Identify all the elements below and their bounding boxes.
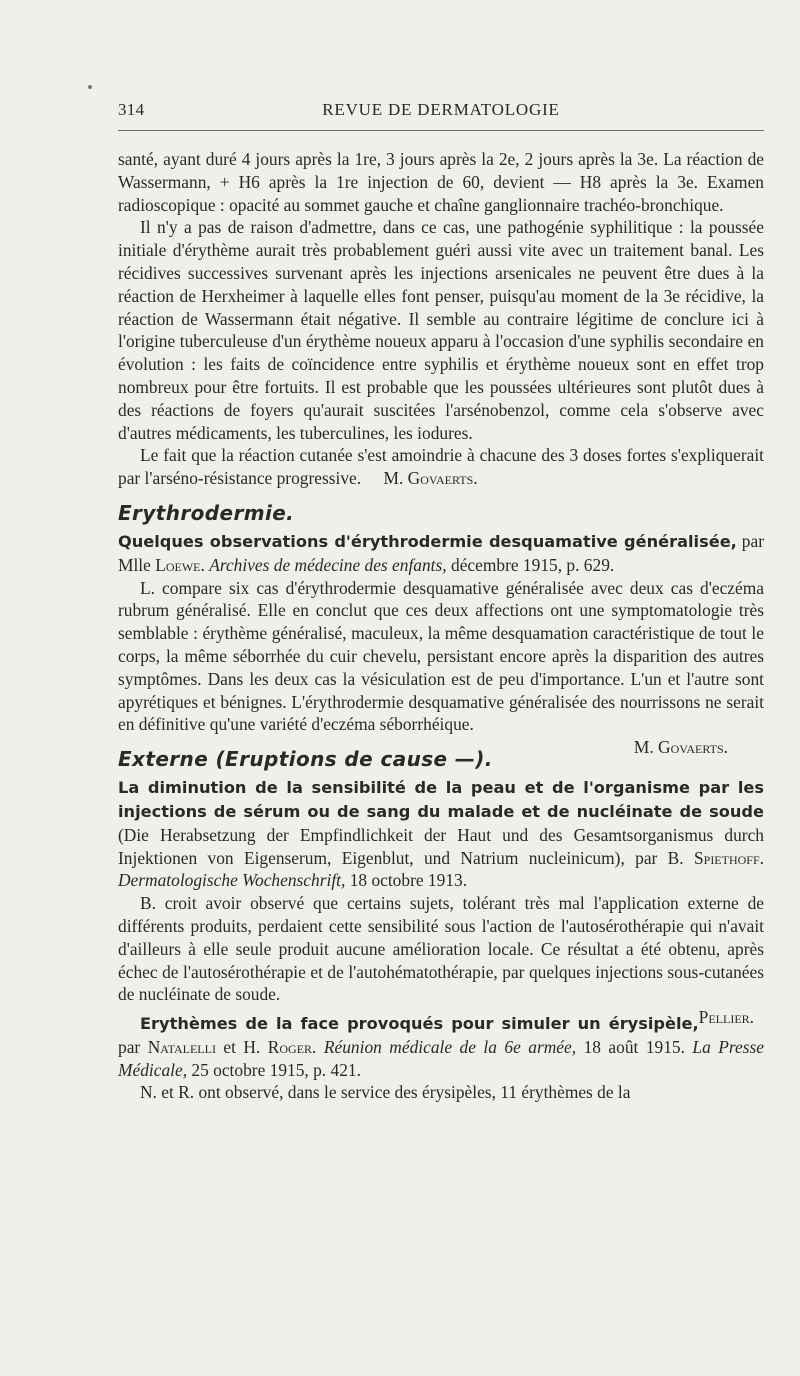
paragraph-text: Le fait que la réaction cutanée s'est amoindrie à chacune des 3 doses fortes s'expliquerait par l'arséno-résistance progressive.: [118, 445, 764, 489]
paragraph: N. et R. ont observé, dans le service des érysipèles, 11 érythèmes de la: [140, 1082, 631, 1103]
signature: M. Govaerts.: [633, 737, 728, 758]
article-reference: [118, 776, 764, 892]
article-reference: [118, 530, 764, 577]
journal-name: Réunion médicale de la 6e armée,: [323, 1036, 577, 1057]
article-author: Natalelli: [147, 1036, 216, 1057]
article-title: Quelques observations d'érythrodermie desquamative généralisée,: [118, 531, 737, 551]
running-title: REVUE DE DERMATOLOGIE: [322, 100, 560, 119]
header-rule: [118, 130, 764, 131]
reference-by: par: [118, 1036, 141, 1057]
signature: M. Govaerts.: [383, 468, 478, 489]
journal-name: Dermatologische Wochenschrift,: [118, 870, 346, 891]
article-author: Spiethoff.: [693, 847, 764, 868]
paragraph: [118, 444, 764, 490]
reference-date: 25 octobre 1915, p. 421.: [191, 1059, 361, 1080]
reference-and: et H.: [223, 1036, 261, 1057]
margin-speck: [88, 85, 92, 89]
article-author: Roger.: [267, 1036, 317, 1057]
reference-date: décembre 1915, p. 629.: [451, 554, 615, 575]
article-title: La diminution de la sensibilité de la peau et de l'organisme par les injections de sérum ou de sang du malade et de nucléinate de soude: [118, 778, 764, 821]
article-author: Loewe.: [155, 554, 205, 575]
reference-date: 18 août 1915.: [583, 1036, 685, 1057]
paragraph: Il n'y a pas de raison d'admettre, dans ce cas, une pathogénie syphilitique : la poussée initiale d'érythème aurait très probablement guéri aussi vite avec un traitement banal. Les récidives successives survenant après les injections arsenicales ne peuvent être dues à la réaction de Herxheimer à laquelle elles font penser, puisqu'au moment de la 3e récidive, la réaction de Wassermann était négative. Il semble au contraire légitime de conclure ici à l'origine tuberculeuse d'un érythème noueux apparu à l'occasion d'une syphilis secondaire en évolution : les faits de coïncidence entre syphilis et érythème noueux sont en effet trop nombreux pour être fortuits. Il est probable que les poussées ultérieures sont plutôt dues à des réactions de foyers qu'aurait suscitées l'arsénobenzol, comme cela s'observe avec d'autres médicaments, les tuberculines, les iodures.: [118, 217, 764, 443]
german-title: (Die Herabsetzung der Empfindlichkeit der Haut und des Gesamtsorganismus durch Injektionen von Eigenserum, Eigenblut, und Natrium nucleinicum), par B.: [118, 824, 764, 868]
running-header: [118, 100, 764, 130]
article-title: Erythèmes de la face provoqués pour simuler un érysipèle,: [140, 1014, 699, 1034]
paragraph: santé, ayant duré 4 jours après la 1re, 3 jours après la 2e, 2 jours après la 3e. La réaction de Wassermann, + H6 après la 1re injection de 60, devient — H8 après la 3e. Examen radioscopique : opacité au sommet gauche et chaîne ganglionnaire trachéo-bronchique.: [118, 149, 764, 215]
article-reference: [118, 1012, 764, 1081]
section-heading: Erythrodermie.: [118, 500, 295, 525]
signature: Pellier.: [698, 1007, 754, 1028]
reference-by: par Mlle: [118, 530, 764, 575]
reference-date: 18 octobre 1913.: [349, 870, 468, 891]
article-body: [118, 148, 764, 1104]
section-heading: Externe (Eruptions de cause —).: [118, 747, 493, 772]
paragraph: B. croit avoir observé que certains sujets, tolérant très mal l'application externe de différents produits, perdaient cette sensibilité sous l'action de l'autosérothérapie qui n'avait d'ailleurs à elle seule produit aucune amélioration locale. Ce résultat a été obtenu, après échec de l'autosérothérapie et de l'autohématothérapie, par quelques injections sous-cutanées de nucléinate de soude.: [118, 893, 764, 1005]
paragraph: L. compare six cas d'érythrodermie desquamative généralisée avec deux cas d'eczéma rubrum généralisé. Elle en conclut que ces deux affections ont une symptomatologie très semblable : érythème généralisé, maculeux, la même desquamation caractéristique de tout le corps, la même séborrhée du cuir chevelu, persistant encore après la disparition des autres symptômes. Dans les deux cas la vésiculation est de peu d'importance. L'un et l'autre sont apyrétiques et bénignes. L'érythrodermie desquamative généralisée des nourrissons ne serait en définitive qu'une variété d'eczéma séborrhéique.: [118, 577, 764, 735]
page-number: 314: [118, 100, 145, 119]
journal-name: La Presse Médicale,: [118, 1036, 764, 1080]
journal-name: Archives de médecine des enfants,: [209, 554, 447, 575]
